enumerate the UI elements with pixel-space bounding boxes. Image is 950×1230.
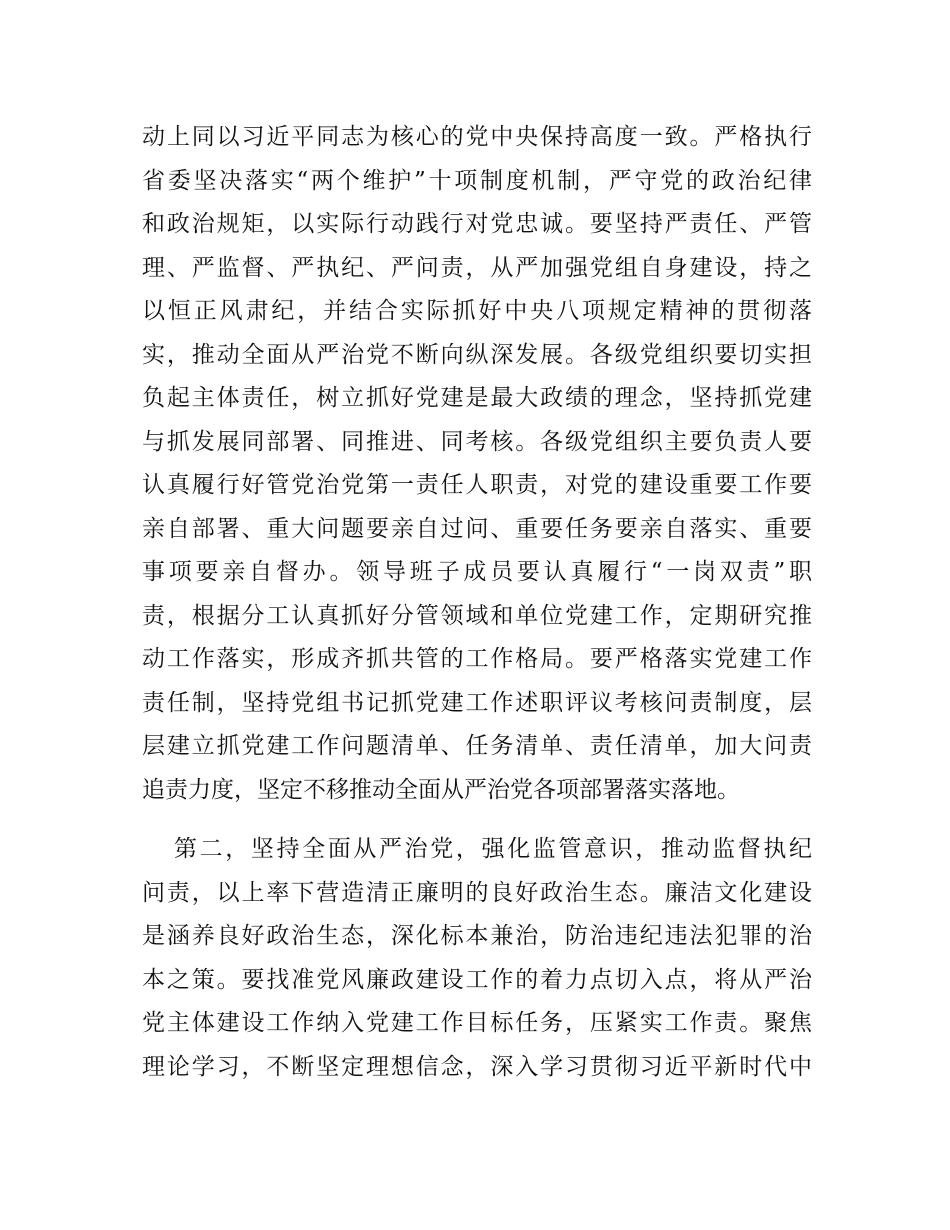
paragraph-line: 认真履行好管党治党第一责任人职责，对党的建设重要工作要 — [142, 472, 812, 498]
paragraph-line: 第二，坚持全面从严治党，强化监管意识，推动监督执纪 — [174, 836, 812, 862]
paragraph-line: 与抓发展同部署、同推进、同考核。各级党组织主要负责人要 — [142, 428, 812, 455]
paragraph-line: 责任制，坚持党组书记抓党建工作述职评议考核问责制度，层 — [142, 689, 812, 716]
paragraph-line: 党主体建设工作纳入党建工作目标任务，压紧实工作责。聚焦 — [142, 1010, 812, 1036]
paragraph-line: 本之策。要找准党风廉政建设工作的着力点切入点，将从严治 — [142, 966, 812, 993]
paragraph-line: 和政治规矩，以实际行动践行对党忠诚。要坚持严责任、严管 — [142, 211, 812, 237]
paragraph-line: 理、严监督、严执纪、严问责，从严加强党组自身建设，持之 — [142, 254, 812, 281]
paragraph-line: 实，推动全面从严治党不断向纵深发展。各级党组织要切实担 — [142, 341, 812, 368]
paragraph-line: 动上同以习近平同志为核心的党中央保持高度一致。严格执行 — [142, 124, 812, 150]
paragraph-line: 问责，以上率下营造清正廉明的良好政治生态。廉洁文化建设 — [142, 879, 812, 906]
paragraph-line: 事项要亲自督办。领导班子成员要认真履行“一岗双责”职 — [142, 559, 812, 585]
paragraph-line: 亲自部署、重大问题要亲自过问、重要任务要亲自落实、重要 — [142, 515, 812, 542]
paragraph-2 — [142, 828, 812, 1089]
paragraph-line: 责，根据分工认真抓好分管领域和单位党建工作，定期研究推 — [142, 602, 812, 629]
paragraph-line: 动工作落实，形成齐抓共管的工作格局。要严格落实党建工作 — [142, 646, 812, 672]
paragraph-line: 理论学习，不断坚定理想信念，深入学习贯彻习近平新时代中 — [142, 1053, 812, 1080]
paragraph-line: 负起主体责任，树立抓好党建是最大政绩的理念，坚持抓党建 — [142, 385, 812, 411]
paragraph-line: 追责力度，坚定不移推动全面从严治党各项部署落实落地。 — [142, 776, 740, 803]
paragraph-line: 省委坚决落实“两个维护”十项制度机制，严守党的政治纪律 — [142, 167, 812, 194]
paragraph-line: 以恒正风肃纪，并结合实际抓好中央八项规定精神的贯彻落 — [142, 298, 812, 324]
paragraph-1 — [142, 116, 812, 812]
paragraph-line: 层建立抓党建工作问题清单、任务清单、责任清单，加大问责 — [142, 733, 812, 759]
paragraph-line: 是涵养良好政治生态，深化标本兼治，防治违纪违法犯罪的治 — [142, 923, 812, 949]
